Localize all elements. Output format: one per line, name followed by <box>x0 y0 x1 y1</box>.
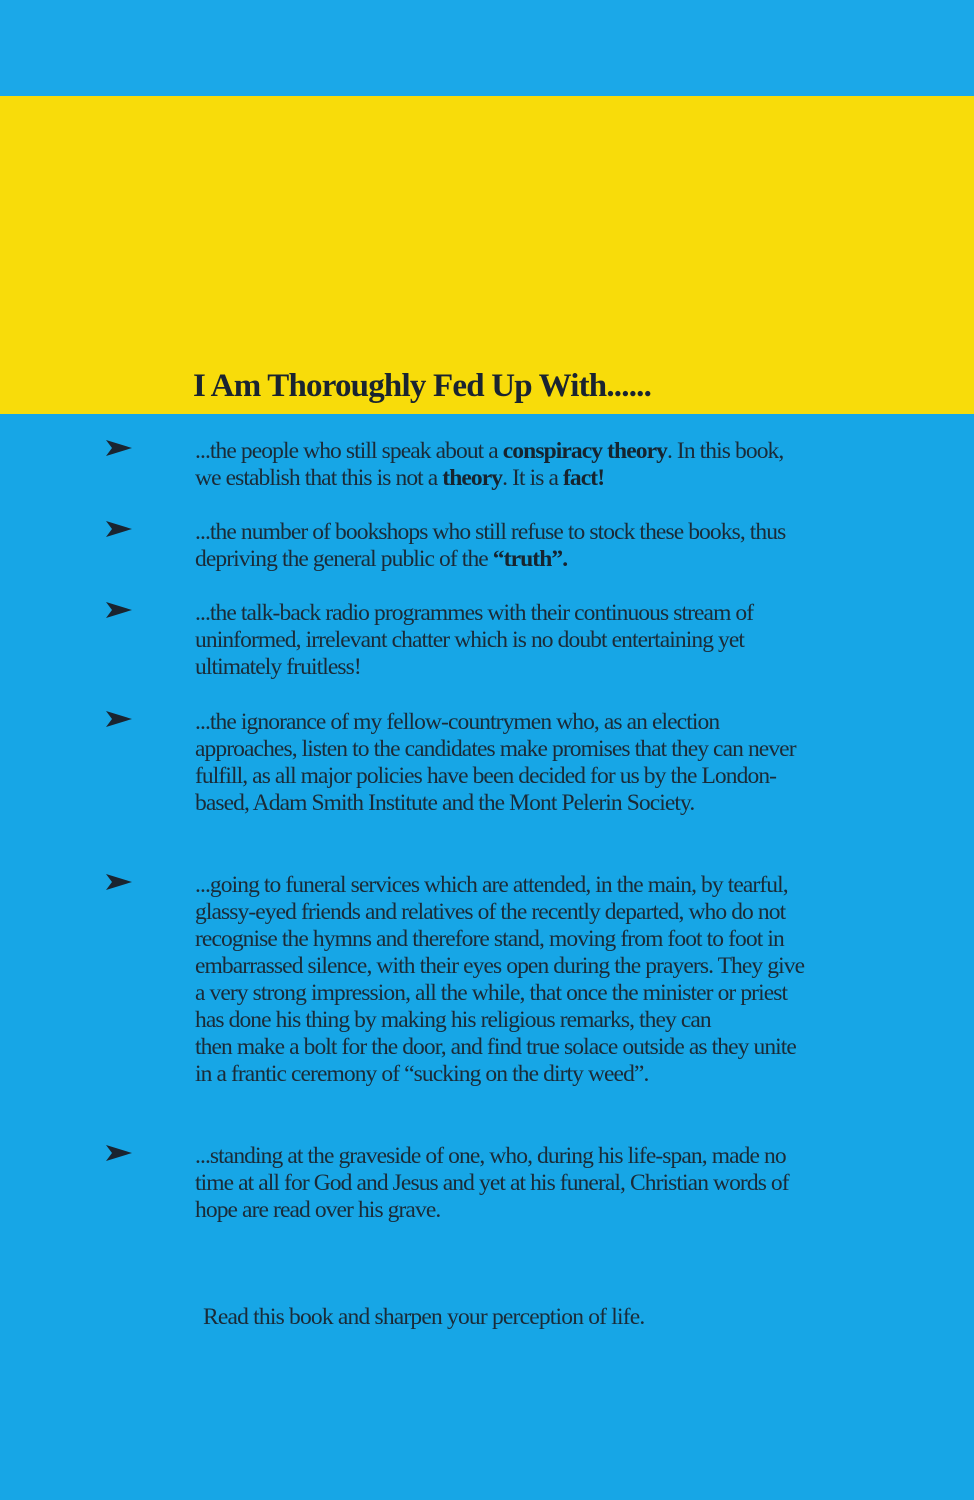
arrowhead-icon <box>106 709 132 729</box>
arrowhead-icon <box>106 600 132 620</box>
closing-statement: Read this book and sharpen your perception of life. <box>203 1304 645 1330</box>
arrowhead-icon <box>106 519 132 539</box>
list-item-text: ...standing at the graveside of one, who, during his life-span, made no time at all for God and Jesus and yet at his funeral, Christian words of hope are read over his grave. <box>195 1143 789 1223</box>
list-item-text: ...going to funeral services which are attended, in the main, by tearful, glassy-eyed friends and relatives of the recently departed, who do not recognise the hymns and therefore stand, moving from foot to foot in embarrassed silence, with their eyes open during the prayers. They give a very strong impression, all the while, that once the minister or priest has done his thing by making his religious remarks, they can then make a bolt for the door, and find true solace outside as they unite in a frantic ceremony of “sucking on the dirty weed”. <box>195 872 805 1087</box>
list-item-text: ...the talk-back radio programmes with their continuous stream of uninformed, irrelevant chatter which is no doubt entertaining yet ultimately fruitless! <box>195 600 754 680</box>
arrowhead-icon <box>106 438 132 458</box>
list-item-text: ...the number of bookshops who still refuse to stock these books, thus depriving the general public of the “truth”. <box>195 519 786 572</box>
list-item-text: ...the ignorance of my fellow-countrymen who, as an election approaches, listen to the candidates make promises that they can never fulfill, as all major policies have been decided for us by the London-based, Adam Smith Institute and the Mont Pelerin Society. <box>195 709 796 816</box>
top-blue-band <box>0 0 974 96</box>
emphasis-text: “truth”. <box>492 546 568 572</box>
emphasis-text: theory <box>442 465 503 491</box>
emphasis-text: fact! <box>563 465 605 491</box>
page-title: I Am Thoroughly Fed Up With...... <box>193 368 652 404</box>
list-item-text: ...the people who still speak about a conspiracy theory. In this book, we establish that this is not a theory. It is a fact! <box>195 438 784 491</box>
arrowhead-icon <box>106 872 132 892</box>
arrowhead-icon <box>106 1143 132 1163</box>
yellow-header-band <box>0 96 974 414</box>
emphasis-text: conspiracy theory <box>502 438 667 464</box>
